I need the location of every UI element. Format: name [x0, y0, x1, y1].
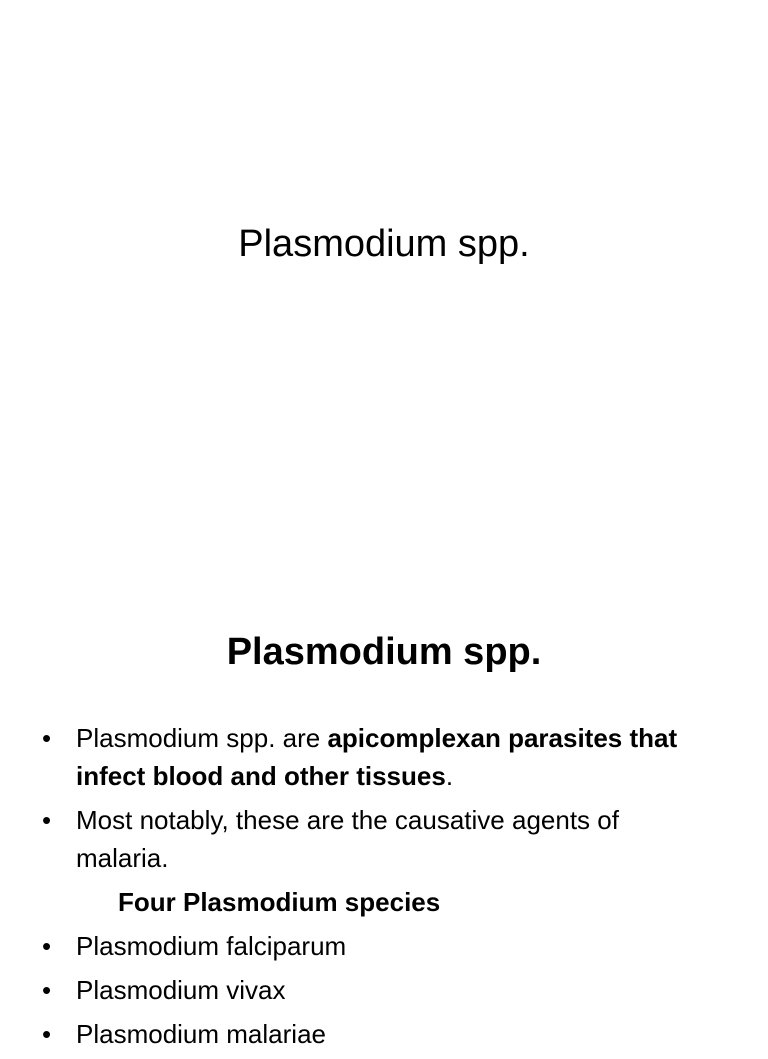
bullet-item-species — [42, 971, 702, 1009]
bullet-item-apicomplexan — [42, 719, 702, 795]
bullet-item-species — [42, 927, 702, 965]
bullet-text-post: . — [445, 761, 454, 791]
species-name: Plasmodium falciparum — [76, 931, 347, 961]
bullet-text-bold: apicomplexan parasites that infect blood and other tissues — [76, 723, 678, 791]
species-name: Plasmodium malariae — [76, 1019, 326, 1049]
bullet-dot: • — [42, 805, 52, 835]
bullet-text-pre: Plasmodium spp. are — [76, 723, 328, 753]
slide-2-title: Plasmodium spp. — [226, 631, 542, 673]
species-name: Plasmodium vivax — [76, 975, 286, 1005]
bullet-item-species — [42, 1015, 702, 1053]
subheading-text: Four Plasmodium species — [118, 887, 441, 917]
bullet-dot: • — [42, 1019, 52, 1049]
bullet-list — [42, 719, 702, 1059]
bullet-dot: • — [42, 931, 52, 961]
slide-1-title: Plasmodium spp. — [238, 223, 530, 265]
bullet-text: Most notably, these are the causative agents of malaria. — [76, 805, 619, 873]
species-subheading — [42, 883, 702, 921]
bullet-item-malaria — [42, 801, 702, 877]
slide-content — [0, 576, 768, 1049]
bullet-dot: • — [42, 975, 52, 1005]
bullet-dot: • — [42, 723, 52, 753]
